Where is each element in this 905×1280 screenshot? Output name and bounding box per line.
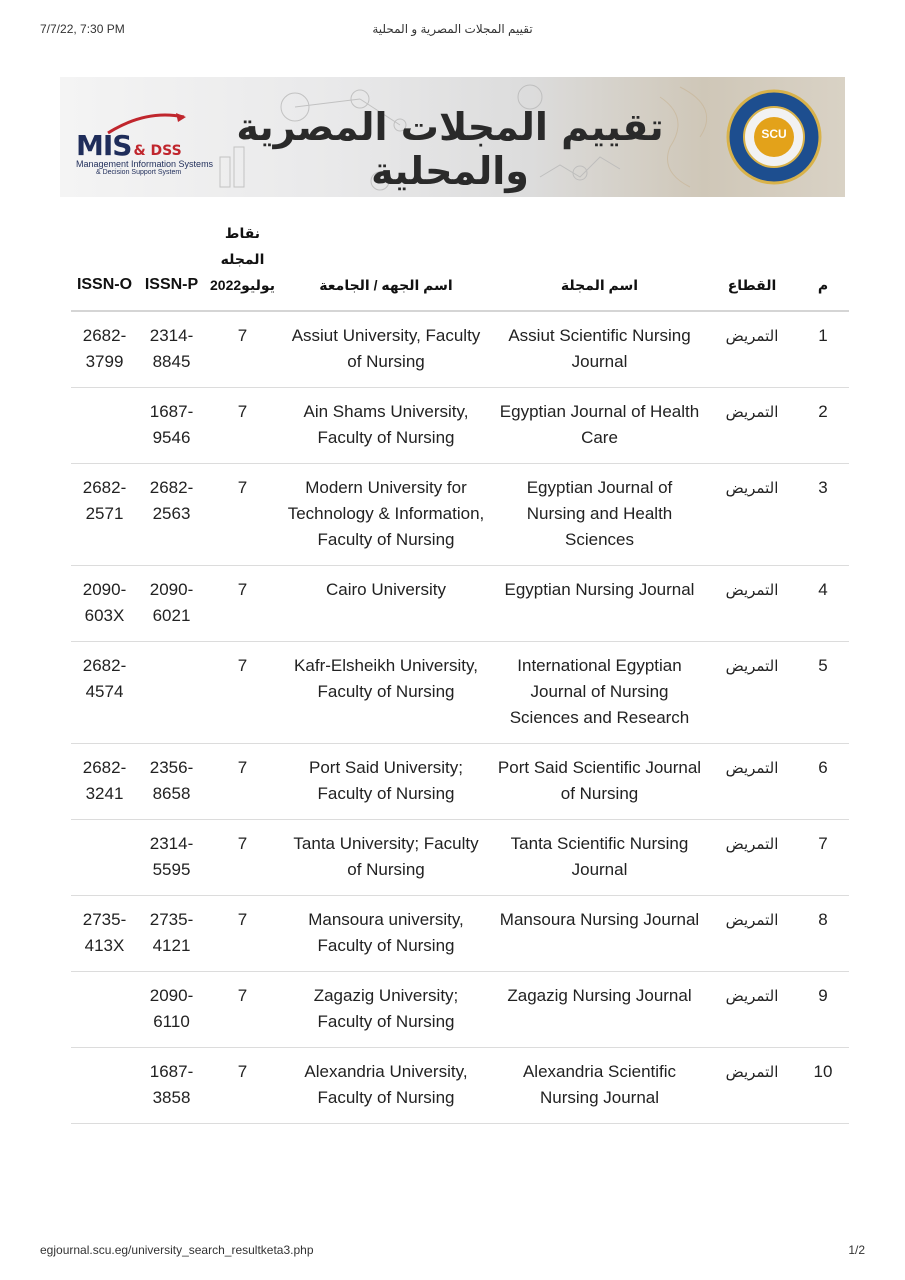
row-university: Ain Shams University, Faculty of Nursing <box>280 388 492 464</box>
table-row <box>71 566 849 642</box>
row-issn-p: 2735-4121 <box>138 896 205 972</box>
row-num: 7 <box>797 820 849 896</box>
row-journal: Egyptian Nursing Journal <box>492 566 707 642</box>
row-points: 7 <box>205 896 280 972</box>
table-row <box>71 464 849 566</box>
row-issn-p: 2090-6021 <box>138 566 205 642</box>
row-issn-o: 2682-4574 <box>71 642 138 744</box>
row-sector: التمريض <box>707 972 797 1048</box>
row-num: 4 <box>797 566 849 642</box>
row-sector: التمريض <box>707 566 797 642</box>
row-issn-p <box>138 642 205 744</box>
row-points: 7 <box>205 972 280 1048</box>
row-sector: التمريض <box>707 464 797 566</box>
row-num: 5 <box>797 642 849 744</box>
row-issn-p: 1687-9546 <box>138 388 205 464</box>
row-university: Kafr-Elsheikh University, Faculty of Nursing <box>280 642 492 744</box>
row-issn-p: 2314-8845 <box>138 311 205 388</box>
row-num: 1 <box>797 311 849 388</box>
scu-abbr: SCU <box>761 127 787 141</box>
header-num: م <box>797 218 849 311</box>
row-journal: Tanta Scientific Nursing Journal <box>492 820 707 896</box>
header-points: نقاط المجله يوليو2022 <box>205 218 280 311</box>
row-journal: Egyptian Journal of Health Care <box>492 388 707 464</box>
journals-table <box>71 218 849 1124</box>
row-journal: Egyptian Journal of Nursing and Health Sciences <box>492 464 707 566</box>
table-header-row <box>71 218 849 311</box>
header-issn-o: ISSN-O <box>71 218 138 311</box>
row-issn-o <box>71 972 138 1048</box>
row-journal: International Egyptian Journal of Nursing Sciences and Research <box>492 642 707 744</box>
row-sector: التمريض <box>707 642 797 744</box>
row-num: 9 <box>797 972 849 1048</box>
row-num: 8 <box>797 896 849 972</box>
row-sector: التمريض <box>707 744 797 820</box>
header-issn-p: ISSN-P <box>138 218 205 311</box>
mis-dss-logo: MIS & DSS Management Information Systems & Decision Support System <box>76 129 213 177</box>
row-points: 7 <box>205 566 280 642</box>
row-sector: التمريض <box>707 1048 797 1124</box>
header-banner <box>60 77 845 197</box>
table-row <box>71 744 849 820</box>
table-row <box>71 972 849 1048</box>
row-issn-p: 2314-5595 <box>138 820 205 896</box>
row-university: Assiut University, Faculty of Nursing <box>280 311 492 388</box>
row-journal: Mansoura Nursing Journal <box>492 896 707 972</box>
row-num: 10 <box>797 1048 849 1124</box>
row-points: 7 <box>205 388 280 464</box>
row-num: 6 <box>797 744 849 820</box>
table-row <box>71 1048 849 1124</box>
footer-page-number: 1/2 <box>848 1243 865 1257</box>
row-num: 3 <box>797 464 849 566</box>
row-issn-p: 2682-2563 <box>138 464 205 566</box>
row-university: Mansoura university, Faculty of Nursing <box>280 896 492 972</box>
row-issn-o: 2682-3241 <box>71 744 138 820</box>
row-university: Cairo University <box>280 566 492 642</box>
table-row <box>71 311 849 388</box>
row-sector: التمريض <box>707 896 797 972</box>
row-university: Modern University for Technology & Information, Faculty of Nursing <box>280 464 492 566</box>
table-row <box>71 896 849 972</box>
row-points: 7 <box>205 1048 280 1124</box>
print-page-title: تقييم المجلات المصرية و المحلية <box>372 22 533 36</box>
row-issn-o <box>71 1048 138 1124</box>
table-row <box>71 388 849 464</box>
row-university: Port Said University; Faculty of Nursing <box>280 744 492 820</box>
table-row <box>71 820 849 896</box>
row-sector: التمريض <box>707 820 797 896</box>
row-points: 7 <box>205 311 280 388</box>
row-issn-p: 2356-8658 <box>138 744 205 820</box>
row-issn-o <box>71 388 138 464</box>
row-issn-o: 2682-3799 <box>71 311 138 388</box>
row-sector: التمريض <box>707 311 797 388</box>
print-datetime: 7/7/22, 7:30 PM <box>40 22 125 36</box>
header-sector: القطاع <box>707 218 797 311</box>
row-points: 7 <box>205 464 280 566</box>
footer-url: egjournal.scu.eg/university_search_resultketa3.php <box>40 1243 314 1257</box>
header-university: اسم الجهه / الجامعة <box>280 218 492 311</box>
row-points: 7 <box>205 744 280 820</box>
row-journal: Zagazig Nursing Journal <box>492 972 707 1048</box>
row-points: 7 <box>205 820 280 896</box>
row-num: 2 <box>797 388 849 464</box>
row-issn-o: 2735-413X <box>71 896 138 972</box>
table-row <box>71 642 849 744</box>
row-points: 7 <box>205 642 280 744</box>
row-university: Alexandria University, Faculty of Nursing <box>280 1048 492 1124</box>
row-sector: التمريض <box>707 388 797 464</box>
row-issn-p: 1687-3858 <box>138 1048 205 1124</box>
row-journal: Port Said Scientific Journal of Nursing <box>492 744 707 820</box>
row-university: Tanta University; Faculty of Nursing <box>280 820 492 896</box>
row-university: Zagazig University; Faculty of Nursing <box>280 972 492 1048</box>
row-issn-o: 2682-2571 <box>71 464 138 566</box>
row-issn-o: 2090-603X <box>71 566 138 642</box>
row-issn-o <box>71 820 138 896</box>
mis-swoosh-icon <box>106 113 186 135</box>
banner-title: تقييم المجلات المصرية والمحلية <box>236 105 664 193</box>
header-journal-name: اسم المجلة <box>492 218 707 311</box>
row-issn-p: 2090-6110 <box>138 972 205 1048</box>
row-journal: Alexandria Scientific Nursing Journal <box>492 1048 707 1124</box>
row-journal: Assiut Scientific Nursing Journal <box>492 311 707 388</box>
